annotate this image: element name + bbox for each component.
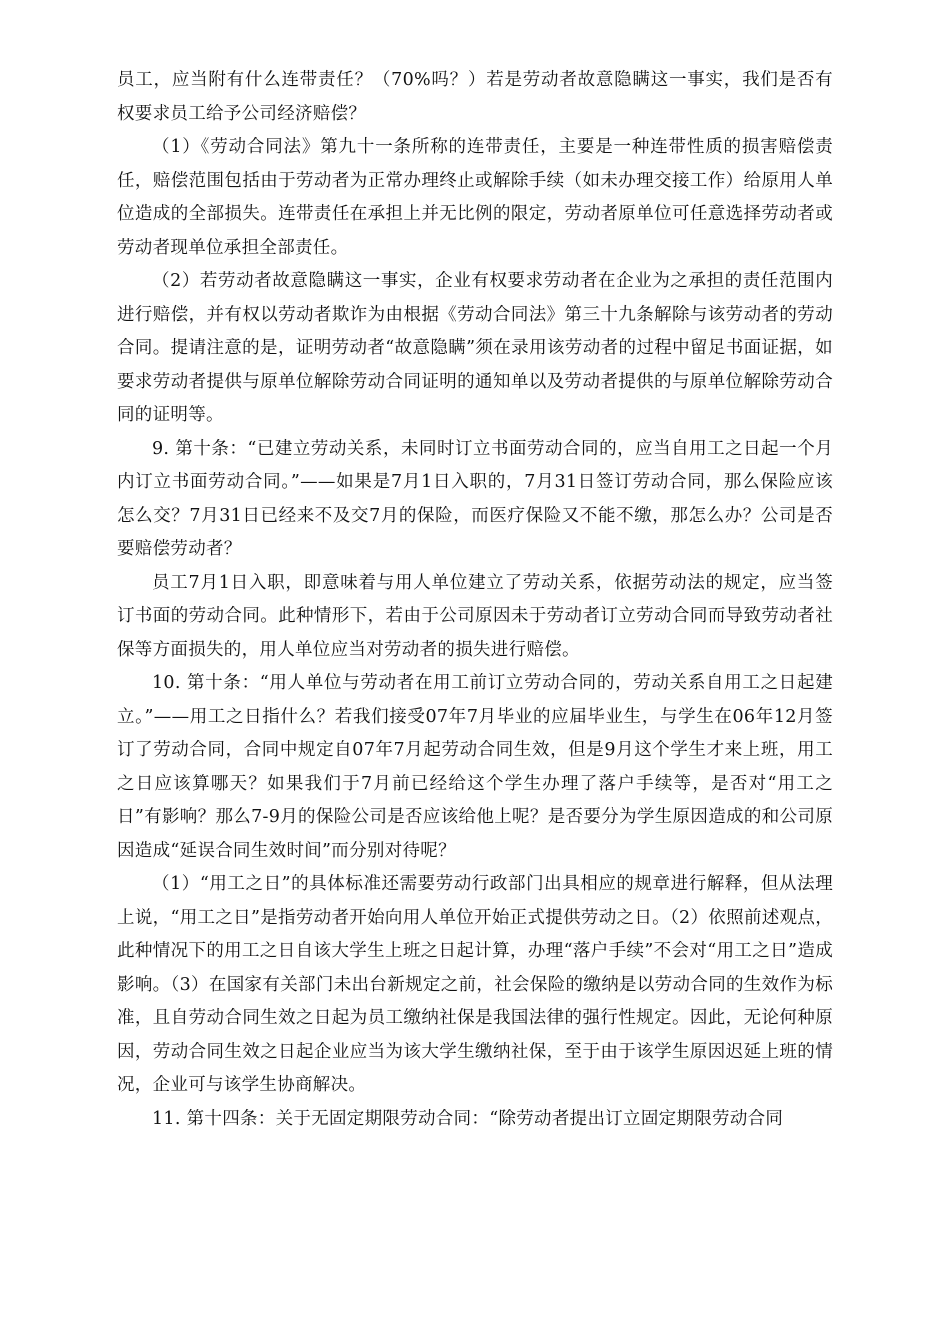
paragraph-answer-1: （1）《劳动合同法》第九十一条所称的连带责任，主要是一种连带性质的损害赔偿责任，赔偿范围包括由于劳动者为正常办理终止或解除手续（如未办理交接工作）给原用人单位造成的全部损失。连带责任在承担上并无比例的限定，劳动者原单位可任意选择劳动者或劳动者现单位承担全部责任。 [117,137,833,258]
paragraph-question-11: 11. 第十四条：关于无固定期限劳动合同：“除劳动者提出订立固定期限劳动合同 [152,1108,784,1129]
paragraph-answer-2: （2）若劳动者故意隐瞒这一事实，企业有权要求劳动者在企业为之承担的责任范围内进行赔偿，并有权以劳动者欺诈为由根据《劳动合同法》第三十九条解除与该劳动者的劳动合同。提请注意的是，证明劳动者“故意隐瞒”须在录用该劳动者的过程中留足书面证据，如要求劳动者提供与原单位解除劳动合同证明的通知单以及劳动者提供的与原单位解除劳动合同的证明等。 [117,271,833,425]
paragraph-answer-9: 员工7月1日入职，即意味着与用人单位建立了劳动关系，依据劳动法的规定，应当签订书面的劳动合同。此种情形下，若由于公司原因未于劳动者订立劳动合同而导致劳动者社保等方面损失的，用人单位应当对劳动者的损失进行赔偿。 [117,572,833,660]
paragraph-question-9: 9. 第十条：“已建立劳动关系，未同时订立书面劳动合同的，应当自用工之日起一个月内订立书面劳动合同。”——如果是7月1日入职的，7月31日签订劳动合同，那么保险应该怎么交？7月31日已经来不及交7月的保险，而医疗保险又不能不缴，那怎么办？公司是否要赔偿劳动者？ [117,438,833,559]
paragraph-question-10: 10. 第十条：“用人单位与劳动者在用工前订立劳动合同的，劳动关系自用工之日起建立。”——用工之日指什么？若我们接受07年7月毕业的应届毕业生，与学生在06年12月签订了劳动合同，合同中规定自07年7月起劳动合同生效，但是9月这个学生才来上班，用工之日应该算哪天？如果我们于7月前已经给这个学生办理了落户手续等，是否对“用工之日”有影响？那么7-9月的保险公司是否应该给他上呢？是否要分为学生原因造成的和公司原因造成“延误合同生效时间”而分别对待呢？ [117,673,833,861]
paragraph-answer-10: （1）“用工之日”的具体标准还需要劳动行政部门出具相应的规章进行解释，但从法理上说，“用工之日”是指劳动者开始向用人单位开始正式提供劳动之日。（2）依照前述观点，此种情况下的用工之日自该大学生上班之日起计算，办理“落户手续”不会对“用工之日”造成影响。（3）在国家有关部门未出台新规定之前，社会保险的缴纳是以劳动合同的生效作为标准，且自劳动合同生效之日起为员工缴纳社保是我国法律的强行性规定。因此，无论何种原因，劳动合同生效之日起企业应当为该大学生缴纳社保，至于由于该学生原因迟延上班的情况，企业可与该学生协商解决。 [117,874,833,1095]
document-body [117,64,833,1136]
paragraph-continuation: 员工，应当附有什么连带责任？（70%吗？）若是劳动者故意隐瞒这一事实，我们是否有权要求员工给予公司经济赔偿？ [117,70,833,124]
